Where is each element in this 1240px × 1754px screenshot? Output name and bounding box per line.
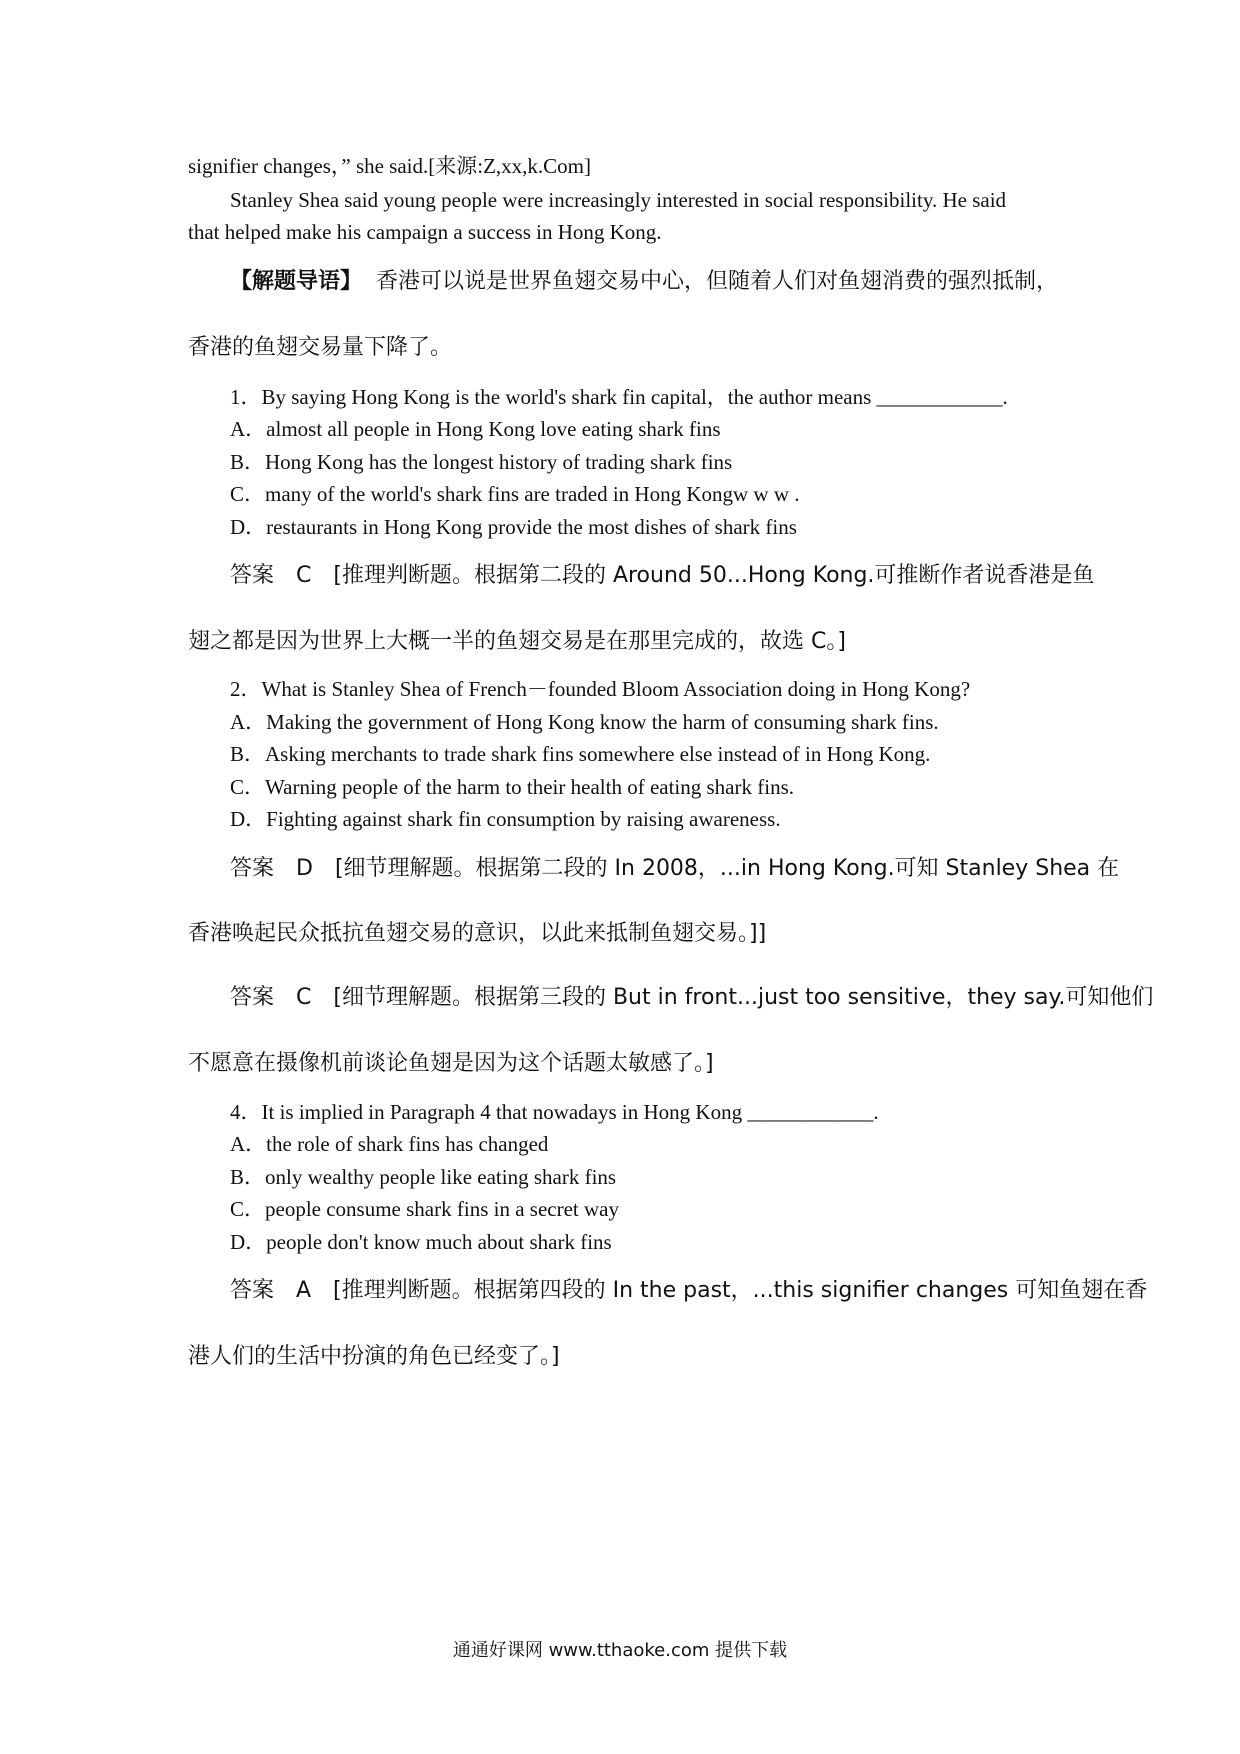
option-c: C．people consume shark fins in a secret way	[230, 1197, 619, 1221]
answer-line: 香港唤起民众抵抗鱼翅交易的意识，以此来抵制鱼翅交易。]]	[188, 921, 767, 946]
option-b: B．Asking merchants to trade shark fins somewhere else instead of in Hong Kong.	[230, 742, 931, 766]
answer-line: 翅之都是因为世界上大概一半的鱼翅交易是在那里完成的，故选 C。]	[188, 629, 846, 654]
passage-line: signifier changes，” she said.[来源:Z,xx,k.Com]	[188, 154, 591, 178]
option-a: A．almost all people in Hong Kong love eating shark fins	[230, 417, 721, 441]
option-a: A．the role of shark fins has changed	[230, 1132, 549, 1156]
guide-line: 香港的鱼翅交易量下降了。	[188, 335, 453, 360]
guide-text: 香港可以说是世界鱼翅交易中心，但随着人们对鱼翅消费的强烈抵制，	[376, 269, 1059, 294]
option-d: D．Fighting against shark fin consumption by raising awareness.	[230, 807, 781, 831]
answer-line: 答案 A [推理判断题。根据第四段的 In the past，...this signifier changes 可知鱼翅在香	[230, 1278, 1148, 1303]
option-b: B．only wealthy people like eating shark fins	[230, 1165, 617, 1189]
option-d: D．restaurants in Hong Kong provide the most dishes of shark fins	[230, 515, 797, 539]
footer-source: 通通好课网 www.tthaoke.com 提供下载	[452, 1640, 788, 1661]
answer-line: 答案 C [推理判断题。根据第二段的 Around 50...Hong Kong.可推断作者说香港是鱼	[230, 563, 1095, 588]
guide-line	[230, 268, 1058, 296]
option-b: B．Hong Kong has the longest history of trading shark fins	[230, 450, 733, 474]
question-stem: 1．By saying Hong Kong is the world's shark fin capital，the author means ____________.	[230, 385, 1008, 409]
passage-line: that helped make his campaign a success in Hong Kong.	[188, 220, 662, 244]
option-a: A．Making the government of Hong Kong know the harm of consuming shark fins.	[230, 710, 939, 734]
guide-label: 【解题导语】	[230, 269, 363, 294]
option-c: C．Warning people of the harm to their health of eating shark fins.	[230, 775, 794, 799]
question-stem: 4．It is implied in Paragraph 4 that nowadays in Hong Kong ____________.	[230, 1100, 879, 1124]
option-d: D．people don't know much about shark fins	[230, 1230, 612, 1254]
answer-line: 答案 D [细节理解题。根据第二段的 In 2008，...in Hong Kong.可知 Stanley Shea 在	[230, 856, 1120, 881]
answer-line: 不愿意在摄像机前谈论鱼翅是因为这个话题太敏感了。]	[188, 1051, 714, 1076]
question-stem: 2．What is Stanley Shea of French－founded Bloom Association doing in Hong Kong?	[230, 677, 971, 701]
passage-line: Stanley Shea said young people were increasingly interested in social responsibility. He said	[230, 188, 1007, 212]
answer-line: 答案 C [细节理解题。根据第三段的 But in front...just too sensitive，they say.可知他们	[230, 985, 1154, 1010]
option-c: C．many of the world's shark fins are traded in Hong Kongw w w .	[230, 482, 800, 506]
answer-line: 港人们的生活中扮演的角色已经变了。]	[188, 1344, 560, 1369]
